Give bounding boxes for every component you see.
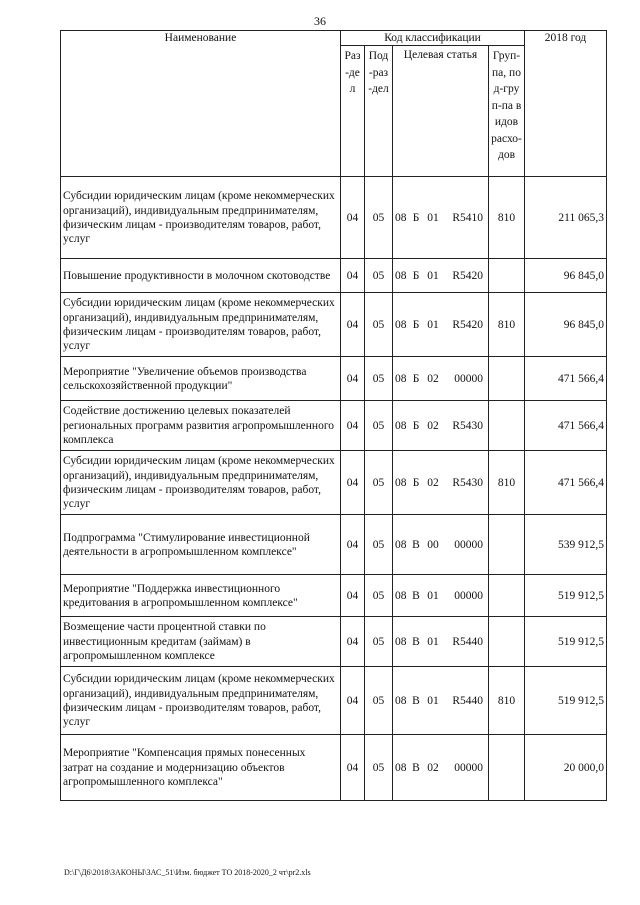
table-row [61, 259, 607, 293]
table-row [61, 667, 607, 735]
row-target-code: 08 Б 01 R5410 [393, 177, 489, 259]
row-name: Возмещение части процентной ставки по инвестиционным кредитам (займам) в агропромышленном комплексе [61, 617, 341, 667]
row-group [489, 357, 525, 401]
row-section: 04 [341, 515, 365, 575]
row-subsection: 05 [365, 667, 393, 735]
row-name: Мероприятие "Увеличение объемов производства сельскохозяйственной продукции" [61, 357, 341, 401]
row-group: 810 [489, 177, 525, 259]
row-group [489, 401, 525, 451]
row-subsection: 05 [365, 357, 393, 401]
table-row [61, 575, 607, 617]
row-section: 04 [341, 401, 365, 451]
row-target-code: 08 Б 01 R5420 [393, 293, 489, 357]
row-name: Подпрограмма "Стимулирование инвестиционной деятельности в агропромышленном комплексе" [61, 515, 341, 575]
row-subsection: 05 [365, 293, 393, 357]
row-name: Мероприятие "Поддержка инвестиционного кредитования в агропромышленном комплексе" [61, 575, 341, 617]
table-row [61, 735, 607, 801]
row-subsection: 05 [365, 451, 393, 515]
row-amount: 519 912,5 [525, 575, 607, 617]
row-section: 04 [341, 667, 365, 735]
table-row [61, 293, 607, 357]
budget-table [60, 30, 607, 801]
row-section: 04 [341, 259, 365, 293]
row-target-code: 08 В 01 R5440 [393, 667, 489, 735]
row-amount: 519 912,5 [525, 617, 607, 667]
row-section: 04 [341, 575, 365, 617]
row-subsection: 05 [365, 575, 393, 617]
row-section: 04 [341, 357, 365, 401]
row-name: Субсидии юридическим лицам (кроме некоммерческих организаций), индивидуальным предпринимателям, физическим лицам - производителям товаров, работ, услуг [61, 293, 341, 357]
row-section: 04 [341, 451, 365, 515]
row-group [489, 617, 525, 667]
page-number: 36 [314, 14, 326, 28]
row-amount: 96 845,0 [525, 259, 607, 293]
row-name: Повышение продуктивности в молочном скотоводстве [61, 259, 341, 293]
row-subsection: 05 [365, 177, 393, 259]
header-subsection: Под-раз-дел [365, 46, 393, 177]
row-group [489, 259, 525, 293]
row-target-code: 08 Б 02 R5430 [393, 451, 489, 515]
row-name: Содействие достижению целевых показателей региональных программ развития агропромышленного комплекса [61, 401, 341, 451]
header-year: 2018 год [525, 31, 607, 177]
row-subsection: 05 [365, 259, 393, 293]
file-path-footer: D:\Г\Д6\2018\ЗАКОНЫ\ЗАС_51\Изм. бюджет ТО 2018-2020_2 чт\pr2.xls [64, 868, 311, 877]
row-target-code: 08 В 01 00000 [393, 575, 489, 617]
header-group: Груп-па, под-груп-па видов расхо-дов [489, 46, 525, 177]
table-row [61, 401, 607, 451]
row-target-code: 08 В 02 00000 [393, 735, 489, 801]
row-target-code: 08 Б 02 00000 [393, 357, 489, 401]
row-amount: 471 566,4 [525, 451, 607, 515]
row-name: Субсидии юридическим лицам (кроме некоммерческих организаций), индивидуальным предпринимателям, физическим лицам - производителям товаров, работ, услуг [61, 177, 341, 259]
table-row [61, 357, 607, 401]
row-group: 810 [489, 667, 525, 735]
row-amount: 471 566,4 [525, 357, 607, 401]
table-row [61, 515, 607, 575]
row-amount: 211 065,3 [525, 177, 607, 259]
row-group [489, 735, 525, 801]
row-target-code: 08 Б 01 R5420 [393, 259, 489, 293]
row-target-code: 08 Б 02 R5430 [393, 401, 489, 451]
header-classification: Код классификации [341, 31, 525, 46]
row-amount: 519 912,5 [525, 667, 607, 735]
row-name: Мероприятие "Компенсация прямых понесенных затрат на создание и модернизацию объектов агропромышленного комплекса" [61, 735, 341, 801]
row-section: 04 [341, 177, 365, 259]
row-amount: 471 566,4 [525, 401, 607, 451]
header-section: Раз-дел [341, 46, 365, 177]
row-subsection: 05 [365, 401, 393, 451]
row-subsection: 05 [365, 617, 393, 667]
row-amount: 96 845,0 [525, 293, 607, 357]
row-name: Субсидии юридическим лицам (кроме некоммерческих организаций), индивидуальным предпринимателям, физическим лицам - производителям товаров, работ, услуг [61, 451, 341, 515]
row-amount: 20 000,0 [525, 735, 607, 801]
row-group: 810 [489, 451, 525, 515]
row-section: 04 [341, 617, 365, 667]
row-target-code: 08 В 00 00000 [393, 515, 489, 575]
row-group [489, 515, 525, 575]
row-name: Субсидии юридическим лицам (кроме некоммерческих организаций), индивидуальным предпринимателям, физическим лицам - производителям товаров, работ, услуг [61, 667, 341, 735]
row-target-code: 08 В 01 R5440 [393, 617, 489, 667]
row-subsection: 05 [365, 735, 393, 801]
table-row [61, 451, 607, 515]
row-group: 810 [489, 293, 525, 357]
row-subsection: 05 [365, 515, 393, 575]
header-name: Наименование [61, 31, 341, 177]
row-section: 04 [341, 293, 365, 357]
table-row [61, 177, 607, 259]
row-section: 04 [341, 735, 365, 801]
row-group [489, 575, 525, 617]
table-row [61, 617, 607, 667]
row-amount: 539 912,5 [525, 515, 607, 575]
header-target: Целевая статья [393, 46, 489, 177]
